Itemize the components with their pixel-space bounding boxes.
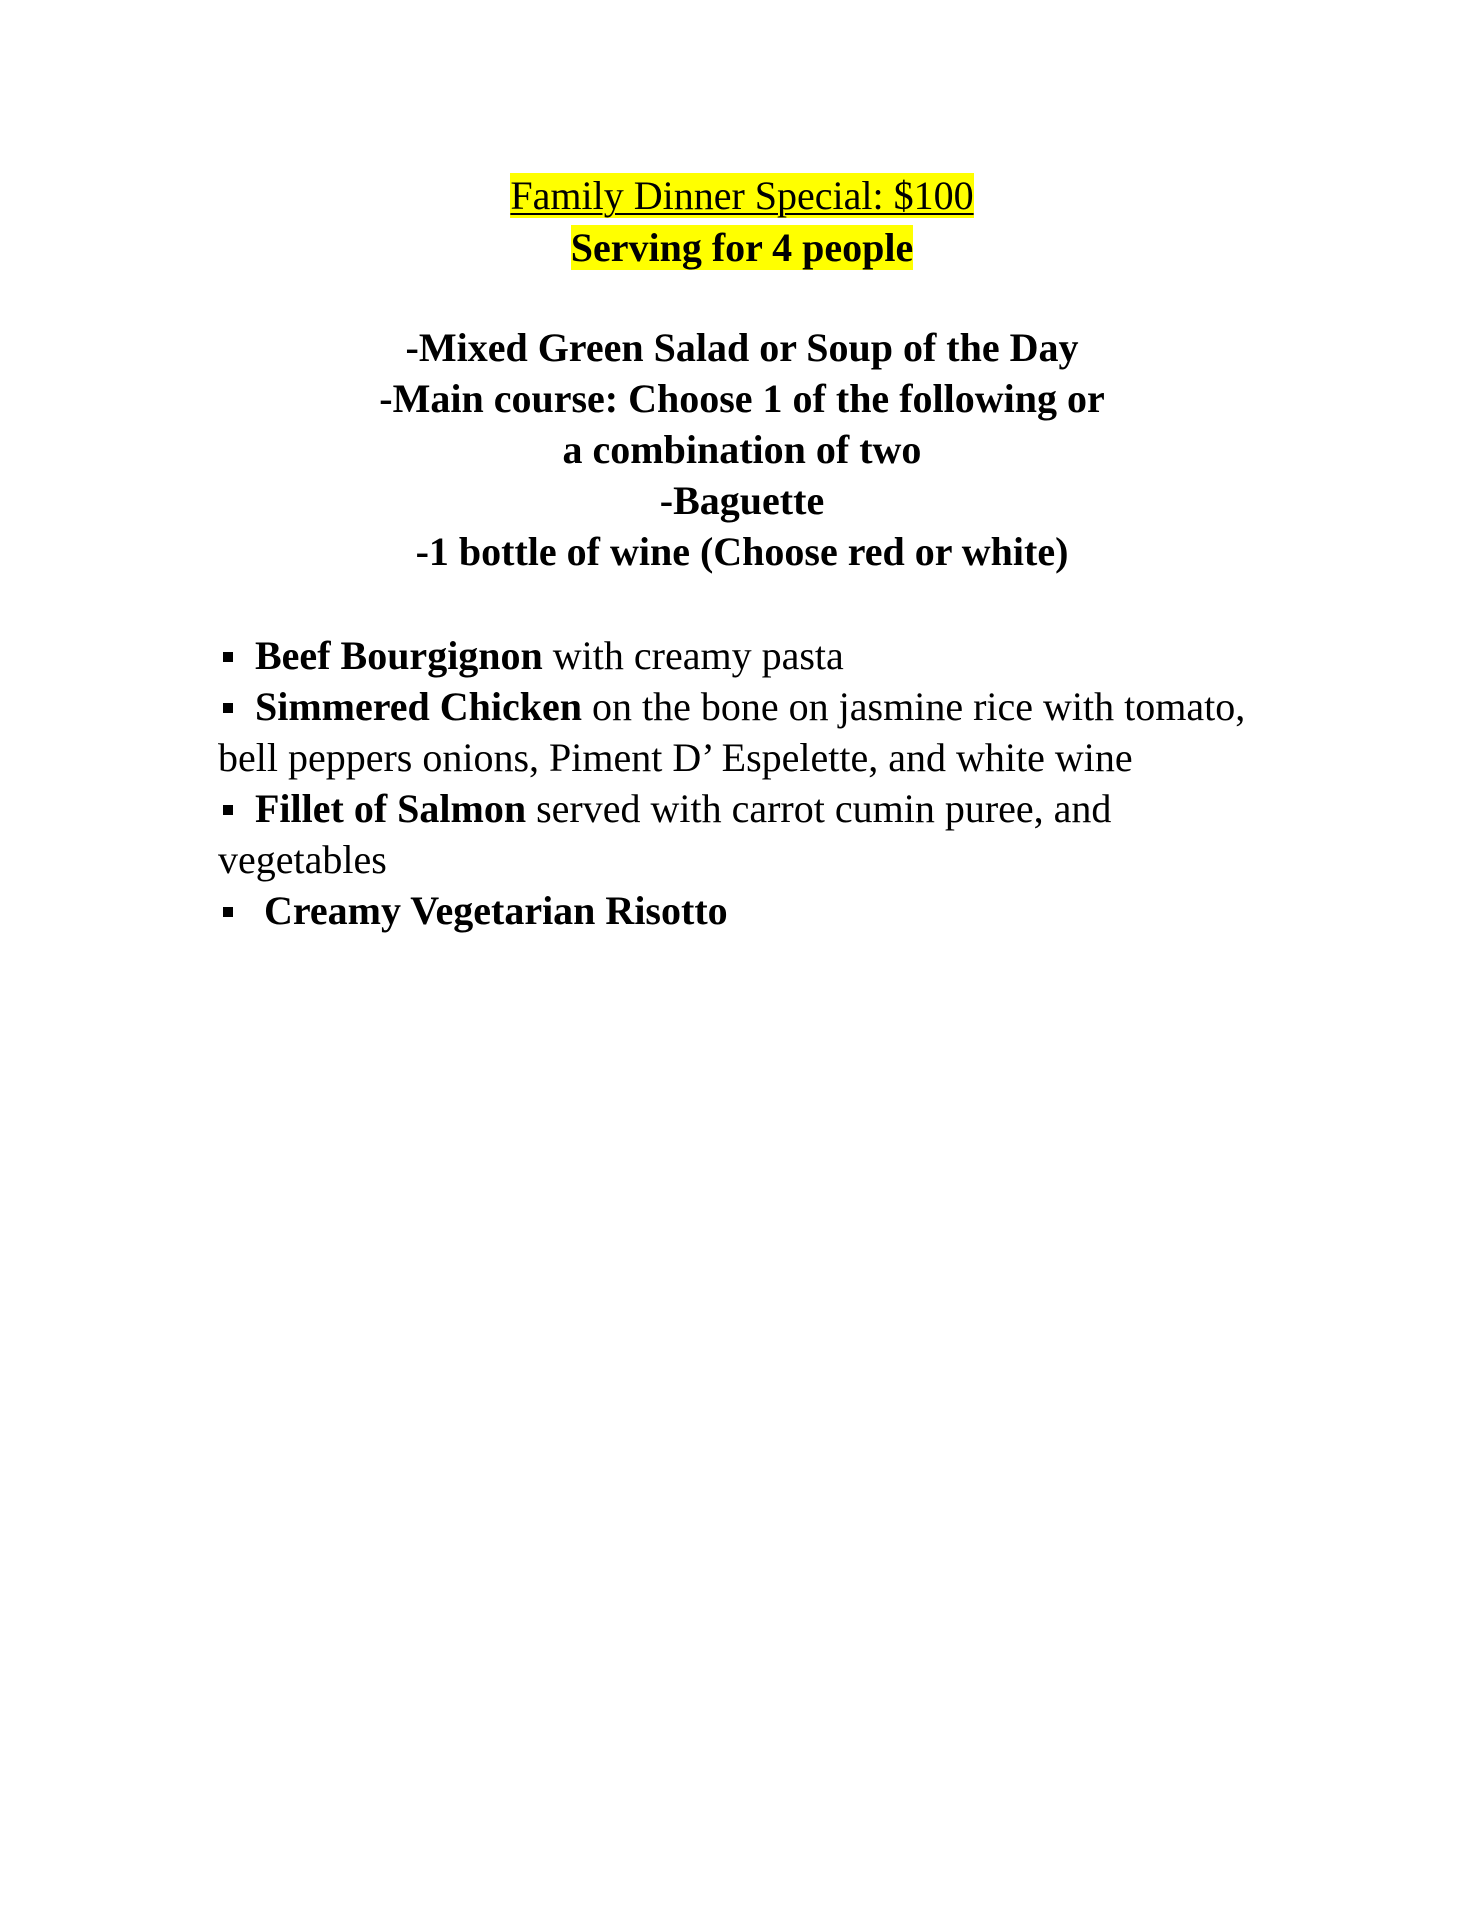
dish-name: Beef Bourgignon (255, 633, 543, 678)
dish-item (218, 681, 1248, 783)
dish-name: Fillet of Salmon (255, 786, 527, 831)
dish-item (218, 885, 1248, 936)
square-bullet-icon (223, 703, 233, 713)
square-bullet-icon (223, 907, 233, 917)
dish-item (218, 783, 1248, 885)
included-items (0, 322, 1484, 577)
included-item: -Main course: Choose 1 of the following or (379, 376, 1105, 421)
dish-description: served with carrot cumin puree, and vegetables (218, 786, 1112, 882)
square-bullet-icon (223, 805, 233, 815)
menu-header (0, 170, 1484, 274)
dish-name: Simmered Chicken (255, 684, 583, 729)
dish-description: on the bone on jasmine rice with tomato, bell peppers onions, Piment D’ Espelette, and white wine (218, 684, 1246, 780)
dish-name: Creamy Vegetarian Risotto (264, 888, 728, 933)
main-course-list (218, 630, 1248, 936)
square-bullet-icon (223, 652, 233, 662)
included-item: a combination of two (562, 427, 922, 472)
dish-item (218, 630, 1248, 681)
included-item: -1 bottle of wine (Choose red or white) (415, 529, 1069, 574)
special-title: Family Dinner Special: $100 (510, 173, 974, 218)
dish-description: with creamy pasta (542, 633, 844, 678)
included-item: -Baguette (659, 478, 825, 523)
included-item: -Mixed Green Salad or Soup of the Day (405, 325, 1079, 370)
special-subtitle: Serving for 4 people (570, 225, 914, 270)
